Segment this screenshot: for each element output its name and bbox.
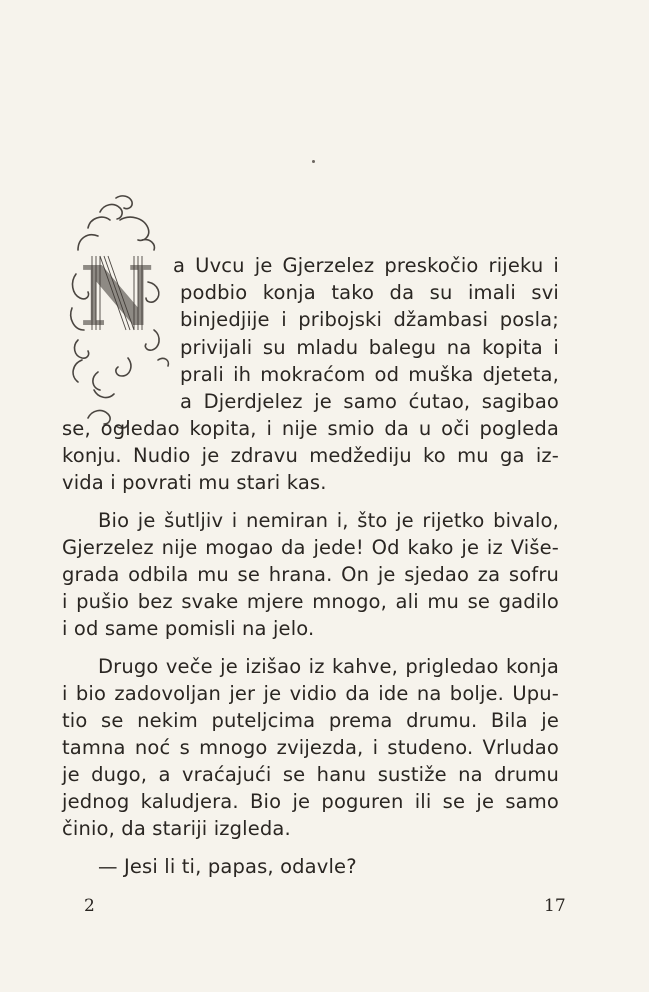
text-line: privijali su mladu balegu na kopita i [180, 336, 559, 359]
text-line: i bio zadovoljan jer je vidio da ide na bolje. Upu- [62, 682, 559, 705]
text-line: binjedjije i pribojski džambasi posla; [180, 308, 559, 331]
text-line: Gjerzelez nije mogao da jede! Od kako je iz Više- [62, 536, 559, 559]
text-line: se, ogledao kopita, i nije smio da u oči pogleda [62, 417, 559, 440]
text-line: i pušio bez svake mjere mnogo, ali mu se gadilo [62, 590, 559, 613]
text-line: a Uvcu je Gjerzelez preskočio rijeku i [173, 254, 559, 277]
text-line: vida i povrati mu stari kas. [62, 471, 327, 494]
ink-speck [312, 160, 315, 163]
drop-cap-letter: N [79, 249, 155, 345]
text-line: je dugo, a vraćajući se hanu sustiže na drumu [62, 763, 559, 786]
text-line: Drugo veče je izišao iz kahve, prigledao konja [98, 655, 559, 678]
text-line: grada odbila mu se hrana. On je sjedao za sofru [62, 563, 559, 586]
text-line: Bio je šutljiv i nemiran i, što je rijetko bivalo, [98, 509, 559, 532]
page-number: 17 [544, 896, 566, 916]
text-line: tamna noć s mnogo zvijezda, i studeno. Vrludao [62, 736, 559, 759]
signature-mark: 2 [84, 896, 95, 916]
text-line: činio, da stariji izgleda. [62, 817, 291, 840]
text-line: a Djerdjelez je samo ćutao, sagibao [180, 390, 559, 413]
text-line: i od same pomisli na jelo. [62, 617, 315, 640]
text-line: podbio konja tako da su imali svi [180, 281, 559, 304]
text-line: prali ih mokraćom od muška djeteta, [180, 363, 559, 386]
text-line: konju. Nudio je zdravu medžediju ko mu ga iz- [62, 444, 559, 467]
text-line: jednog kaludjera. Bio je poguren ili se je samo [62, 790, 559, 813]
dialogue-line: — Jesi li ti, papas, odavle? [98, 855, 357, 878]
text-line: tio se nekim puteljcima prema drumu. Bila je [62, 709, 559, 732]
ornamental-initial-n [58, 190, 176, 440]
